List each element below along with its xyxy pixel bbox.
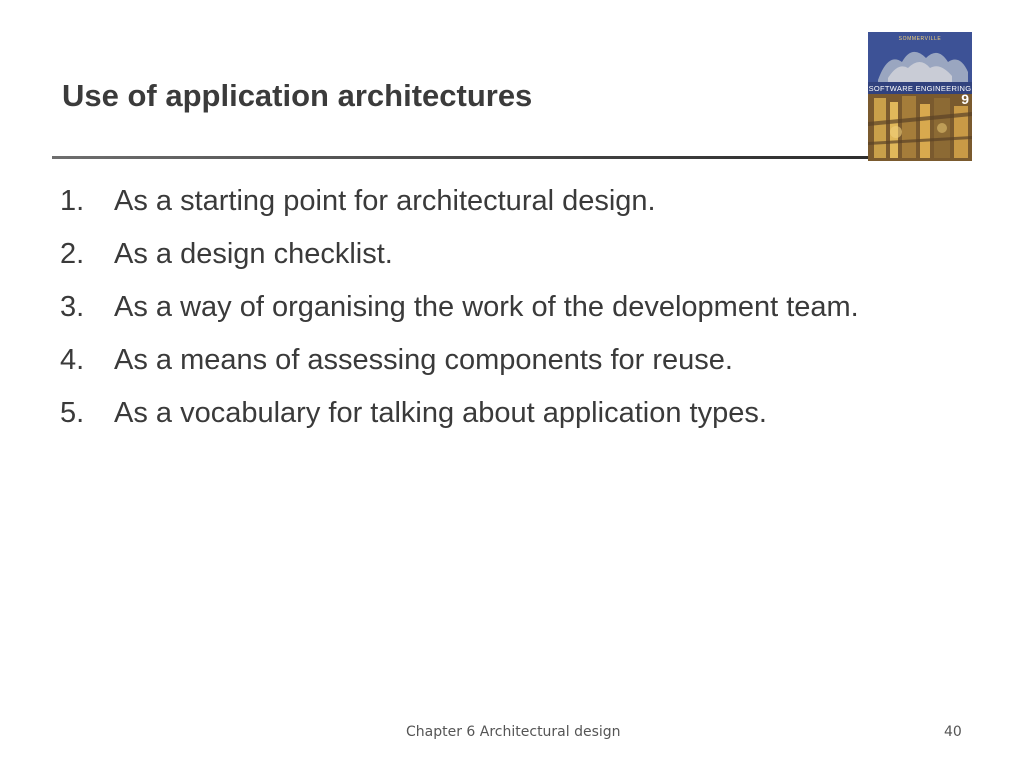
footer-chapter-label: Chapter 6 Architectural design [406,724,621,740]
cover-edition: 9 [961,91,969,107]
list-item-text: As a means of assessing components for reuse. [114,344,733,376]
list-item-number: 3. [60,291,85,323]
list-item-number: 2. [60,238,85,270]
list-item [60,235,920,273]
cover-title: SOFTWARE ENGINEERING [868,84,972,93]
list-item-text: As a starting point for architectural design. [114,185,656,217]
list-item [60,341,920,379]
numbered-list [60,182,920,447]
list-item-number: 4. [60,344,85,376]
title-divider [52,156,870,159]
cover-author: SOMMERVILLE [898,36,942,42]
list-item-number: 5. [60,397,85,429]
list-item-text: As a design checklist. [114,238,393,270]
list-item [60,394,920,432]
slide-title: Use of application architectures [62,78,533,113]
footer-page-number: 40 [944,724,962,740]
list-item [60,182,920,220]
list-item-text: As a vocabulary for talking about application types. [114,397,767,429]
list-item-number: 1. [60,185,85,217]
list-item [60,288,920,326]
list-item-text: As a way of organising the work of the development team. [114,291,859,323]
book-cover-image [868,32,972,161]
